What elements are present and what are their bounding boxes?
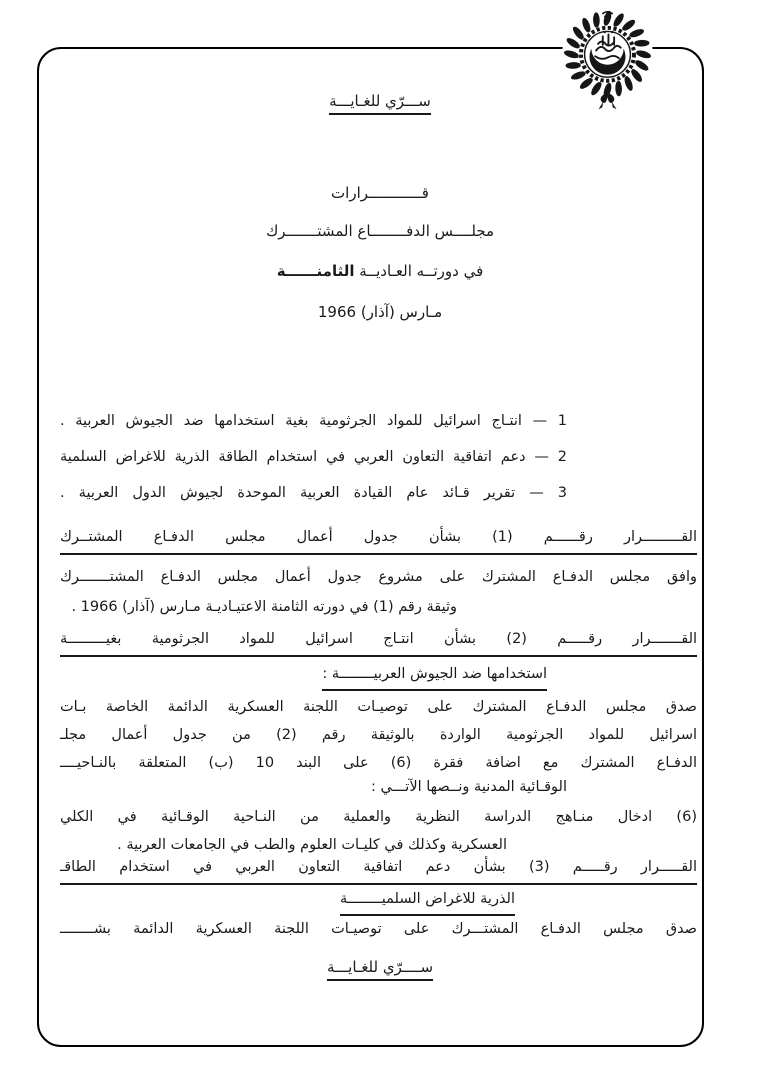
agenda-item-2: 2 — دعم اتفاقية التعاون العربي في استخدام الطاقة الذرية للاغراض السلمية bbox=[60, 449, 567, 465]
classification-top-text: ســـرّي للغـايـــة bbox=[329, 92, 431, 115]
decision-1-body-line-2: وثيقة رقم (1) في دورته الثامنة الاعتيـاديـة مـارس (آذار) 1966 . bbox=[71, 599, 457, 615]
decision-2-subitem-line-1: (6) ادخال منـاهج الدراسة النظرية والعملية من النـاحية الوقـائية في الكلي bbox=[60, 809, 697, 825]
title-council: مجلــــس الدفــــــــاع المشتـــــــرك bbox=[265, 222, 495, 240]
title-session bbox=[80, 262, 680, 280]
decision-2-heading-line-1: القـــــــرار رقـــــم (2) بشأن انتـاج اسرائيل للمواد الجرثومية بغيـــــــــة bbox=[60, 630, 697, 657]
classification-top bbox=[80, 92, 680, 115]
decision-3-heading-line-2 bbox=[60, 890, 697, 916]
decision-1-heading: القـــــــــرار رقــــــم (1) بشأن جدول أعمال مجلس الدفـاع المشتــرك bbox=[60, 528, 697, 555]
decision-2-heading-line-2-text: استخدامها ضد الجيوش العربيــــــــة : bbox=[322, 665, 547, 691]
title-session-number: الثامنــــــة bbox=[276, 262, 355, 280]
decision-2-body-line-4: الوقـائية المدنية ونــصها الآتـــي : bbox=[370, 779, 567, 795]
classification-bottom bbox=[80, 958, 680, 981]
decision-3-heading-line-1: القـــــرار رقـــــم (3) بشأن دعم اتفاقية التعاون العربي في استخدام الطاقـ bbox=[60, 858, 697, 885]
title-session-prefix: في دورتــه العـاديــة bbox=[354, 262, 484, 280]
title-decisions: قــــــــــــرارات bbox=[331, 184, 429, 202]
agenda-item-3: 3 — تقرير قـائد عام القيادة العربية الموحدة لجيوش الدول العربية . bbox=[60, 485, 567, 501]
classification-bottom-text: ســــرّي للغـايـــة bbox=[327, 958, 433, 981]
decision-2-body-line-3: الدفـاع المشترك مع اضافة فقرة (6) على البند 10 (ب) المتعلقة بالنـاحيــــ bbox=[60, 755, 697, 771]
decision-2-subitem-line-2: العسكرية وكذلك في كليـات العلوم والطب في الجامعات العربية . bbox=[117, 837, 507, 853]
decision-3-body-line-1: صدق مجلس الدفـاع المشتـــرك على توصيـات اللجنة العسكرية الدائمة بشــــــــ bbox=[60, 921, 697, 937]
decision-2-body-line-1: صدق مجلس الدفـاع المشترك على توصيـات اللجنة العسكرية الدائمة الخاصة بـات bbox=[60, 699, 697, 715]
decision-1-body-line-1: وافق مجلس الدفـاع المشترك على مشروع جدول أعمال مجلس الدفـاع المشتـــــــرك bbox=[60, 569, 697, 585]
decision-3-heading-line-2-text: الذرية للاغراض السلميــــــــة bbox=[340, 890, 515, 916]
decision-2-heading-line-2 bbox=[60, 665, 697, 691]
agenda-item-1: 1 — انتـاج اسرائيل للمواد الجرثومية بغية استخدامها ضد الجيوش العربية . bbox=[60, 413, 567, 429]
decision-2-body-line-2: اسرائيل للمواد الجرثومية الواردة بالوثيقة رقم (2) من جدول أعمال مجلـ bbox=[60, 727, 697, 743]
title-date: مـارس (آذار) 1966 bbox=[317, 303, 443, 321]
